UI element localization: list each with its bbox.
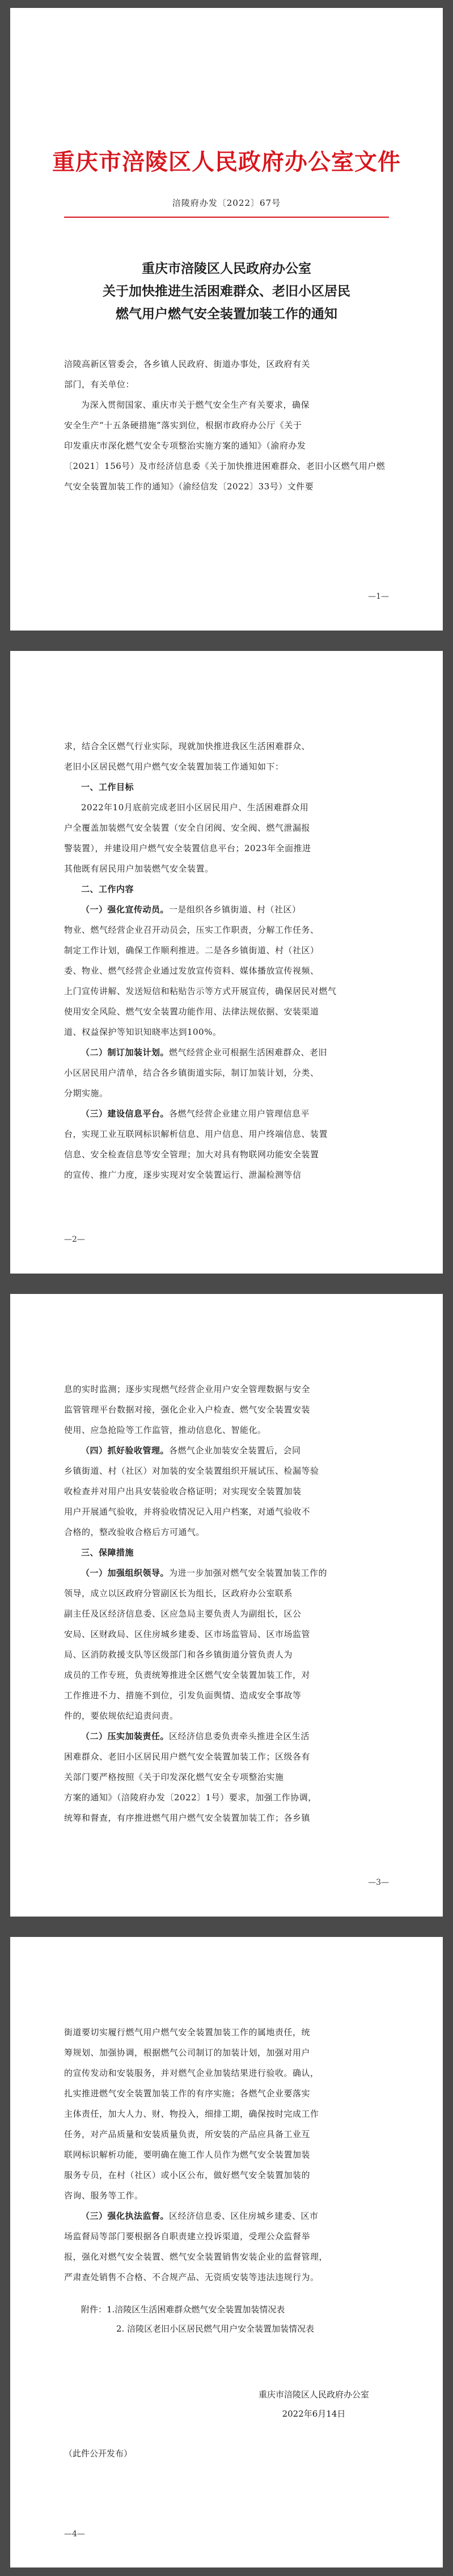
- page-number: —2—: [64, 1235, 85, 1244]
- section-heading-2: 二、工作内容: [81, 884, 134, 894]
- paragraph-line: 为深入贯彻国家、重庆市关于燃气安全生产有关要求，确保: [81, 400, 310, 410]
- page-number: —4—: [64, 2530, 85, 2539]
- paragraph-line: 的宣传、推广力度，逐步实现对安全装置运行、泄漏检测等信: [64, 1170, 302, 1180]
- page-number: —3—: [368, 1878, 389, 1887]
- issuer-name: 重庆市涪陵区人民政府办公室: [258, 2389, 369, 2400]
- paragraph-line: 求，结合全区燃气行业实际，现就加快推进我区生活困难群众、: [64, 741, 311, 751]
- document-page-1: [10, 8, 443, 631]
- paragraph-line: 安全生产“十五条硬措施”落实到位，根据市政府办公厅《关于: [64, 420, 302, 430]
- document-page-2: [10, 651, 443, 1274]
- paragraph-line: 任务，对产品质量和安装质量负责，所安装的产品应具备工业互: [64, 2129, 311, 2139]
- paragraph-line: 严肃查处销售不合格、不合规产品、无资质安装等违法违规行为。: [64, 2272, 319, 2282]
- document-page-3: [10, 1294, 443, 1917]
- paragraph-line: （三）强化执法监督。区经济信息委、区住房城乡建委、区市: [81, 2211, 319, 2221]
- item-heading: （三）强化执法监督。: [81, 2211, 170, 2221]
- paragraph-line: 咨询、服务等工作。: [64, 2190, 143, 2201]
- paragraph-line: 老旧小区居民燃气用户燃气安全装置加装工作通知如下：: [64, 762, 284, 772]
- paragraph-line: 台，实现工业互联网标识解析信息、用户信息、用户终端信息、装置: [64, 1129, 328, 1139]
- paragraph-line: 扎实推进燃气安全装置加装工作的有序实施；各燃气企业要落实: [64, 2088, 311, 2099]
- page-number: —1—: [368, 592, 389, 601]
- paragraph-line: 筹规划、加强协调，根据燃气公司制订的加装计划，加强对用户: [64, 2048, 311, 2058]
- paragraph-line: 联网标识解析功能，要明确在施工作人员作为燃气安全装置加装: [64, 2150, 311, 2160]
- paragraph-line: 使用、应急抢险等工作监管，推动信息化、智能化。: [64, 1425, 266, 1435]
- title-line-1: 重庆市涪陵区人民政府办公室: [142, 261, 311, 276]
- paragraph-line: 分期实施。: [64, 1088, 108, 1098]
- item-heading: （一）加强组织领导。: [81, 1568, 170, 1578]
- agency-red-header: 重庆市涪陵区人民政府办公室文件: [52, 149, 401, 175]
- addressee-line-2: 部门，有关单位：: [64, 379, 135, 390]
- paragraph-line: 困难群众、老旧小区居民用户燃气安全装置加装工作；区级各有: [64, 1752, 311, 1762]
- paragraph-line: 监管管理平台数据对接，强化企业入户检查、燃气安全装置安装: [64, 1405, 311, 1415]
- paragraph-line: 街道要切实履行燃气用户燃气安全装置加装工作的属地责任，统: [64, 2027, 311, 2037]
- paragraph-line: 其他既有居民用户加装燃气安全装置。: [64, 864, 214, 874]
- addressee: [64, 354, 389, 395]
- item-heading: （二）制订加装计划。: [81, 1047, 170, 1058]
- paragraph-line: 安局、区财政局、区住房城乡建委、区市场监管局、区市场监管: [64, 1629, 311, 1639]
- paragraph-line: 领导，成立以区政府分管副区长为组长，区政府办公室联系: [64, 1588, 293, 1598]
- paragraph-line: 收检查并对用户出具安装验收合格证明；对实现安全装置加装: [64, 1486, 302, 1496]
- paragraph-line: 主体责任，加大人力、财、物投入，细排工期，确保按时完成工作: [64, 2109, 319, 2119]
- publish-note: （此件公开发布）: [64, 2448, 133, 2459]
- paragraph-line: （一）强化宣传动员。一是组织各乡镇街道、村（社区）: [81, 904, 301, 915]
- addressee-line-1: 涪陵高新区管委会，各乡镇人民政府、街道办事处，区政府有关: [64, 359, 311, 369]
- paragraph-line: 息的实时监测；逐步实现燃气经营企业用户安全管理数据与安全: [64, 1384, 311, 1394]
- paragraph-line: （二）制订加装计划。燃气经营企业可根据生活困难群众、老旧: [81, 1047, 328, 1058]
- page3-body: [64, 1379, 389, 1828]
- paragraph-line: （四）抓好验收管理。各燃气企业加装安全装置后，会同: [81, 1445, 301, 1456]
- paragraph-line: 统筹和督查，有序推进燃气用户燃气安全装置加装工作；各乡镇: [64, 1813, 311, 1823]
- paragraph-line: 服务专员，在村（社区）或小区公布，做好燃气安全装置加装的: [64, 2170, 311, 2180]
- paragraph-line: 道、权益保护等知识知晓率达到100%。: [64, 1027, 222, 1037]
- paragraph-line: 场监督局等部门要根据各自职责建立投诉渠道，受理公众监督举: [64, 2231, 311, 2241]
- paragraph-line: 工作推进不力、措施不到位，引发负面舆情、造成安全事故等: [64, 1690, 302, 1701]
- paragraph-line: 的宣传发动和安装服务，并对燃气企业加装结果进行验收。确认，: [64, 2068, 319, 2078]
- paragraph-line: 件的，要依规依纪追责问责。: [64, 1711, 179, 1721]
- section-heading-3: 三、保障措施: [81, 1547, 134, 1558]
- title-line-2: 关于加快推进生活困难群众、老旧小区居民: [103, 284, 350, 299]
- paragraph-line: 气安全装置加装工作的通知》（渝经信发〔2022〕33号）文件要: [64, 481, 314, 492]
- paragraph-line: 印发重庆市深化燃气安全专项整治实施方案的通知》（渝府办发: [64, 441, 306, 451]
- paragraph-line: 成员的工作专班，负责统筹推进全区燃气安全装置加装工作，对: [64, 1670, 311, 1680]
- document-number: 涪陵府办发〔2022〕67号: [172, 198, 281, 208]
- red-divider: [64, 217, 389, 218]
- paragraph-line: （二）压实加装责任。区经济信息委负责牵头推进全区生活: [81, 1731, 310, 1741]
- paragraph-line: （三）建设信息平台。各燃气经营企业建立用户管理信息平: [81, 1109, 310, 1119]
- title-line-3: 燃气用户燃气安全装置加装工作的通知: [116, 306, 337, 322]
- paragraph-line: 户全覆盖加装燃气安全装置（安全自闭阀、安全阀、燃气泄漏报: [64, 823, 311, 833]
- paragraph-line: 制定工作计划，确保工作顺利推进。二是各乡镇街道、村（社区）: [64, 945, 319, 955]
- paragraph-line: 委、物业、燃气经营企业通过发放宣传资料、媒体播放宣传视频、: [64, 966, 319, 976]
- intro-paragraph: [64, 395, 389, 497]
- paragraph-line: 用户开展通气验收，并将验收情况记入用户档案，对通气验收不: [64, 1507, 311, 1517]
- section-heading-1: 一、工作目标: [81, 782, 134, 792]
- paragraph-line: （一）加强组织领导。为进一步加强对燃气安全装置加装工作的: [81, 1568, 328, 1578]
- item-heading: （四）抓好验收管理。: [81, 1445, 170, 1456]
- paragraph-line: 局、区消防救援支队等区级部门和各乡镇街道分管负责人为: [64, 1649, 293, 1660]
- paragraph-line: 报，强化对燃气安全装置、燃气安全装置销售安装企业的监督管理，: [64, 2252, 328, 2262]
- paragraph-line: 使用安全风险、燃气安全装置功能作用、法律法规依据、安装渠道: [64, 1006, 319, 1017]
- item-heading: （三）建设信息平台。: [81, 1109, 170, 1119]
- page2-body: [64, 736, 389, 1185]
- paragraph-line: 小区居民用户清单，结合各乡镇街道实际，制订加装计划，分类、: [64, 1068, 319, 1078]
- paragraph-line: 副主任及区经济信息委、区应急局主要负责人为副组长，区公: [64, 1609, 302, 1619]
- paragraph-line: 方案的通知》（涪陵府办发〔2022〕1号）要求，加强工作协调，: [64, 1792, 317, 1803]
- paragraph-line: 上门宣传讲解、发送短信和粘贴告示等方式开展宣传，确保居民对燃气: [64, 986, 337, 996]
- attachment-2: 2. 涪陵区老旧小区居民燃气用户安全装置加装情况表: [116, 2324, 315, 2334]
- document-page-4: [10, 1937, 443, 2567]
- issue-date: 2022年6月14日: [282, 2409, 346, 2419]
- issuer-block: [259, 2385, 369, 2423]
- attachments: [64, 2300, 389, 2338]
- attachment-1: 附件：1.涪陵区生活困难群众燃气安全装置加装情况表: [81, 2304, 285, 2315]
- paragraph-line: 信息、安全检查信息等安全管理；加大对具有物联网功能安全装置: [64, 1149, 319, 1160]
- item-heading: （二）压实加装责任。: [81, 1731, 170, 1741]
- paragraph-line: 合格的，整改验收合格后方可通气。: [64, 1527, 205, 1537]
- paragraph-line: 〔2021〕156号）及市经济信息委《关于加快推进困难群众、老旧小区燃气用户燃: [64, 461, 386, 471]
- paragraph-line: 关部门要严格按照《关于印发深化燃气安全专项整治实施: [64, 1772, 284, 1782]
- document-title: [64, 257, 389, 325]
- paragraph-line: 物业、燃气经营企业召开动员会，压实工作职责，分解工作任务、: [64, 925, 319, 935]
- paragraph-line: 2022年10月底前完成老旧小区居民用户、生活困难群众用: [81, 802, 309, 813]
- paragraph-line: 乡镇街道、村（社区）对加装的安全装置组织开展试压、检漏等验: [64, 1466, 319, 1476]
- page4-body: [64, 2022, 389, 2287]
- item-heading: （一）强化宣传动员。: [81, 904, 170, 915]
- paragraph-line: 警装置），并建设用户燃气安全装置信息平台；2023年全面推进: [64, 843, 311, 853]
